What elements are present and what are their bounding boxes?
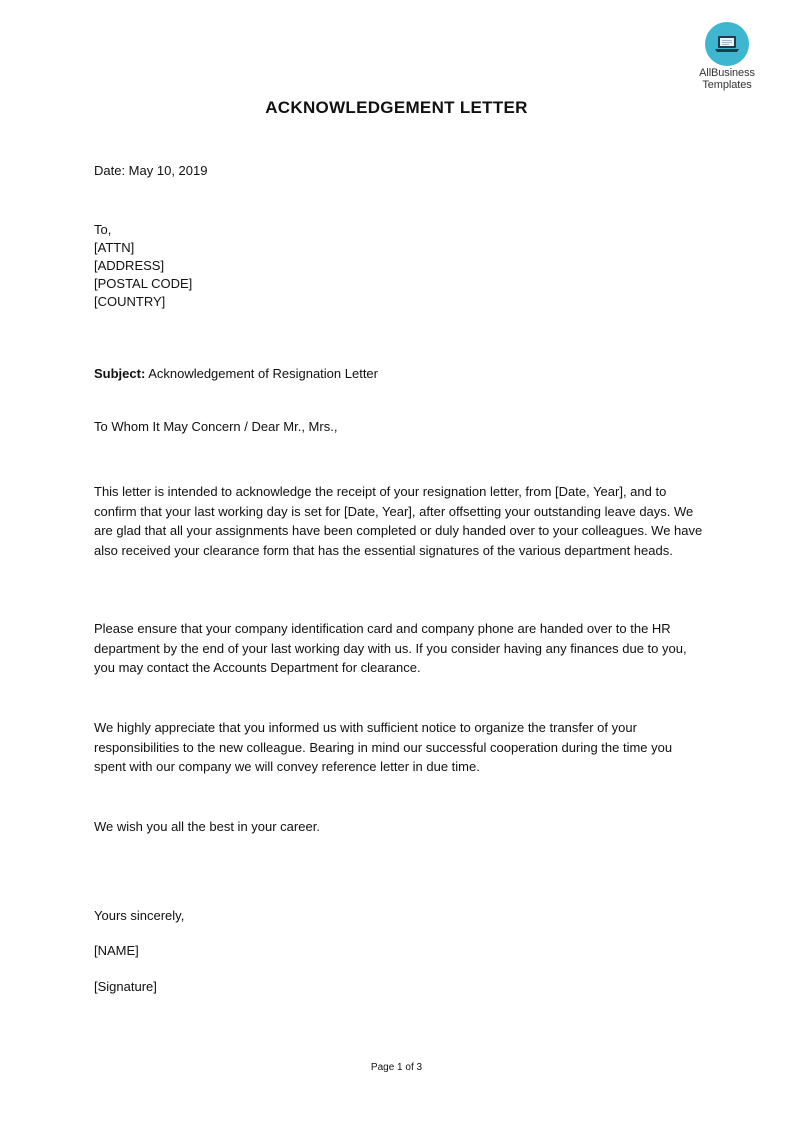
letter-date: Date: May 10, 2019: [94, 163, 208, 178]
subject-label: Subject:: [94, 366, 146, 381]
document-title: ACKNOWLEDGEMENT LETTER: [265, 98, 528, 117]
recipient-address: [ADDRESS]: [94, 258, 165, 273]
recipient-attn: [ATTN]: [94, 240, 135, 255]
brand-logo: [690, 22, 764, 91]
body-paragraph: Please ensure that your company identification card and company phone are handed over to the HR department by the end of your last working day with us. If you consider having any finances due to you, you may contact the Accounts Department for clearance.: [94, 621, 687, 675]
sender-name: [NAME]: [94, 943, 139, 958]
subject-line: [94, 365, 378, 383]
subject-text: Acknowledgement of Resignation Letter: [145, 366, 378, 381]
body-paragraph: We highly appreciate that you informed us with sufficient notice to organize the transfer of your responsibilities to the new colleague. Bearing in mind our successful cooperation during the time you spent with our company we will convey reference letter in due time.: [94, 720, 673, 774]
body-paragraph: We wish you all the best in your career.: [94, 819, 320, 834]
laptop-icon: [705, 22, 749, 66]
recipient-country: [COUNTRY]: [94, 294, 166, 309]
greeting: To Whom It May Concern / Dear Mr., Mrs.,: [94, 419, 338, 434]
recipient-block: [94, 221, 192, 311]
signature: [Signature]: [94, 979, 157, 994]
recipient-postal-code: [POSTAL CODE]: [94, 276, 193, 291]
brand-name: AllBusiness Templates: [699, 67, 755, 91]
body-paragraph: This letter is intended to acknowledge the receipt of your resignation letter, from [Date, Year], and to confirm that your last working day is set for [Date, Year], after offsetting your outstanding leave days. We are glad that all your assignments have been completed or duly handed over to your colleagues. We have also received your clearance form that has the essential signatures of the various department heads.: [94, 484, 703, 558]
page-indicator: Page 1 of 3: [370, 1062, 423, 1073]
closing: Yours sincerely,: [94, 908, 185, 923]
recipient-to: To,: [94, 222, 112, 237]
